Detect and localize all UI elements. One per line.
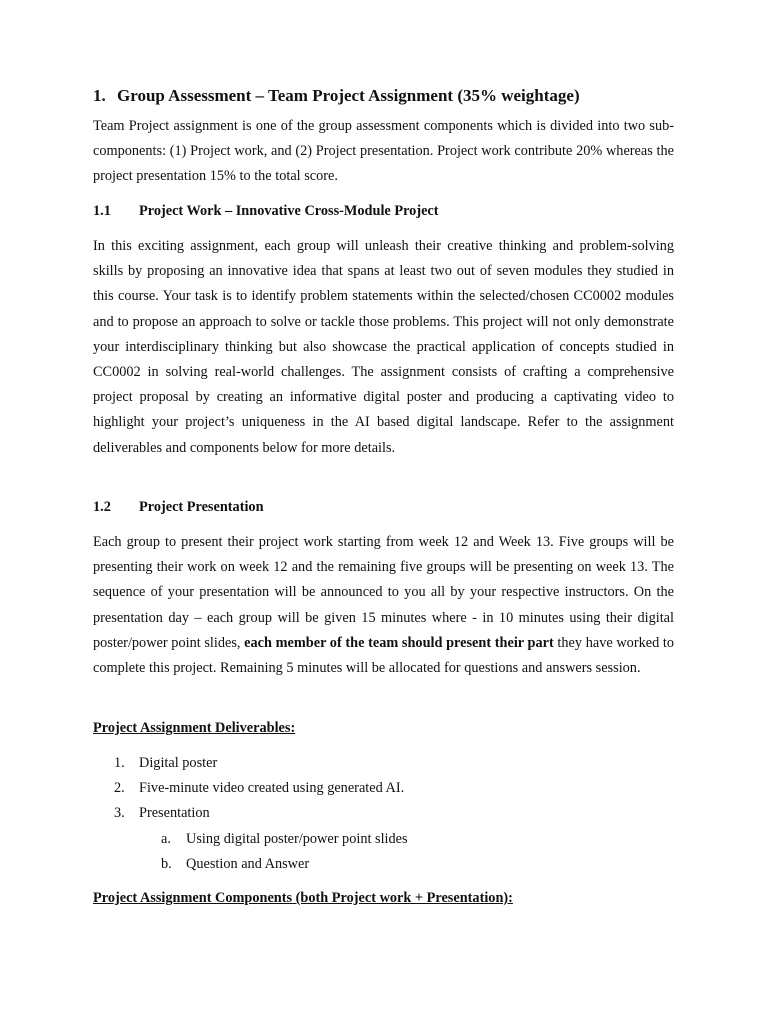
section-1-1-body: In this exciting assignment, each group will unleash their creative thinking and problem-solving skills by proposing an innovative idea that spans at least two out of seven modules they studied in this course. Your task is to identify problem statements within the selected/chosen CC0002 modules and to propose an approach to solve or tackle those problems. This project will not only demonstrate your interdisciplinary thinking but also showcase the practical application of concepts studied in CC0002 in solving real-world challenges. The assignment consists of crafting a comprehensive project proposal by creating an informative digital poster and producing a captivating video to highlight your project’s uniqueness in the AI based digital landscape. Refer to the assignment deliverables and components below for more details. (93, 238, 674, 456)
sublist-item-text: Question and Answer (186, 855, 310, 872)
sublist-item (161, 852, 408, 877)
section-1-2-body-emphasis: each member of the team should present their part (244, 634, 554, 651)
sublist-item-text: Using digital poster/power point slides (186, 830, 408, 847)
list-item-text: Presentation (139, 805, 210, 822)
list-item-text: Five-minute video created using generated AI. (139, 780, 405, 797)
section-1-2-body (93, 530, 674, 681)
list-item (114, 801, 408, 877)
section-1-2-heading (93, 499, 264, 516)
list-item (114, 751, 408, 776)
section-1-1-number: 1.1 (93, 203, 111, 219)
deliverables-list (114, 751, 408, 877)
section-1-intro: Team Project assignment is one of the group assessment components which is divided into two sub-components: (1) Project work, and (2) Project presentation. Project work contribute 20% whereas the project presentation 15% to the total score. (93, 118, 674, 185)
list-item (114, 776, 408, 801)
section-1-1-title: Project Work – Innovative Cross-Module Project (139, 203, 439, 219)
list-marker: 3. (114, 805, 125, 822)
section-1-2-title: Project Presentation (139, 499, 264, 515)
section-1-2-body-part1: Each group to present their project work starting from week 12 and Week 13. Five groups will be presenting their work on week 12 and the remaining five groups will be presenting on week 13. The sequence of your presentation will be announced to you all by your respective instructors. On the presentation day – each group will be given 15 minutes where - in 10 minutes using their digital poster/power point slides, (93, 534, 674, 651)
section-1-title: Group Assessment – Team Project Assignment (35% weightage) (117, 86, 580, 105)
deliverables-heading: Project Assignment Deliverables: (93, 720, 296, 736)
sublist-marker: a. (161, 830, 171, 847)
section-1-number: 1. (93, 86, 106, 105)
list-item-text: Digital poster (139, 755, 218, 771)
section-1-2-number: 1.2 (93, 499, 111, 515)
section-1-1-heading (93, 203, 439, 220)
section-1-2-body-part2: they have worked to complete this project. Remaining 5 minutes will be allocated for questions and answers session. (93, 634, 674, 677)
sublist-marker: b. (161, 855, 172, 872)
presentation-sublist (114, 827, 408, 877)
section-1-heading (93, 86, 580, 106)
list-marker: 1. (114, 755, 125, 771)
list-marker: 2. (114, 780, 125, 797)
sublist-item (161, 827, 408, 852)
components-heading: Project Assignment Components (both Project work + Presentation): (93, 890, 513, 906)
